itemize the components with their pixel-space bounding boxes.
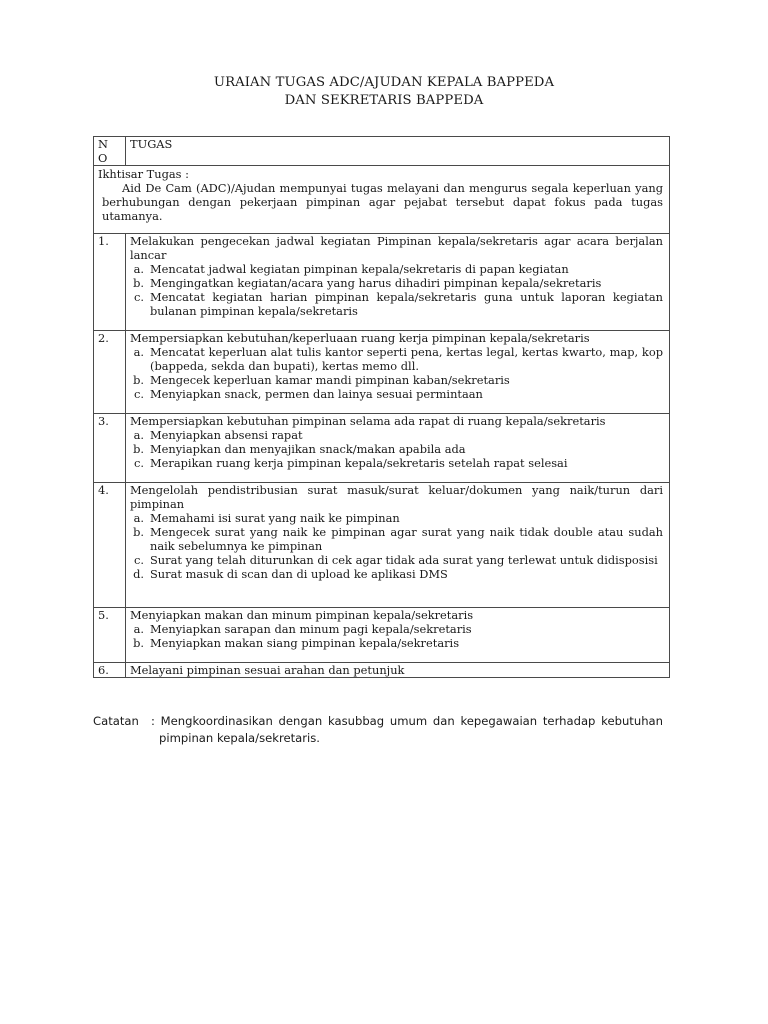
sub-item	[130, 345, 663, 373]
sub-item-marker: a.	[133, 511, 144, 525]
row-content	[126, 483, 670, 608]
sub-item-marker: c.	[133, 387, 144, 401]
sub-item-marker: d.	[133, 567, 144, 581]
sub-item-text: Mengingatkan kegiatan/acara yang harus dihadiri pimpinan kepala/sekretaris	[150, 276, 602, 290]
sub-item	[130, 456, 663, 470]
sub-item	[130, 553, 663, 567]
sub-item	[130, 428, 663, 442]
sub-item-text: Menyiapkan snack, permen dan lainya sesuai permintaan	[150, 387, 483, 401]
note-text: : Mengkoordinasikan dengan kasubbag umum dan kepegawaian terhadap kebutuhan pimpinan kepala/sekretaris.	[151, 714, 663, 745]
sub-item	[130, 276, 663, 290]
table-row	[94, 483, 670, 608]
sub-item-text: Mencatat kegiatan harian pimpinan kepala/sekretaris guna untuk laporan kegiatan bulanan pimpinan kepala/sekretaris	[150, 290, 663, 318]
sub-item-text: Menyiapkan sarapan dan minum pagi kepala/sekretaris	[150, 622, 472, 636]
sub-item-marker: b.	[133, 373, 144, 387]
row-content	[126, 608, 670, 663]
row-content	[126, 663, 670, 678]
table-row	[94, 414, 670, 483]
row-content	[126, 331, 670, 414]
header-tugas: TUGAS	[130, 137, 173, 151]
sub-item-marker: a.	[133, 262, 144, 276]
header-no-cell	[94, 137, 126, 166]
table-row	[94, 608, 670, 663]
ikhtisar-label: Ikhtisar Tugas :	[98, 167, 189, 181]
row-title: Menyiapkan makan dan minum pimpinan kepala/sekretaris	[130, 608, 474, 622]
row-title: Mempersiapkan kebutuhan/keperluaan ruang kerja pimpinan kepala/sekretaris	[130, 331, 590, 345]
sub-item-marker: c.	[133, 553, 144, 567]
table-row	[94, 663, 670, 678]
task-table	[93, 136, 670, 678]
header-tugas-cell	[126, 137, 670, 166]
header-no: N O	[98, 137, 108, 165]
sub-item	[130, 567, 663, 581]
row-content	[126, 414, 670, 483]
sub-item-text: Surat masuk di scan dan di upload ke aplikasi DMS	[150, 567, 448, 581]
sub-item	[130, 373, 663, 387]
ikhtisar-row	[94, 166, 670, 234]
sub-item	[130, 442, 663, 456]
row-number: 3.	[94, 414, 126, 483]
row-title: Melakukan pengecekan jadwal kegiatan Pimpinan kepala/sekretaris agar acara berjalan lancar	[130, 234, 663, 262]
sub-item-marker: b.	[133, 525, 144, 539]
catatan-note	[93, 713, 663, 747]
sub-item	[130, 622, 663, 636]
sub-item-marker: b.	[133, 636, 144, 650]
sub-item-text: Mencatat keperluan alat tulis kantor seperti pena, kertas legal, kertas kwarto, map, kop (bappeda, sekda dan bupati), kertas memo dll.	[150, 345, 663, 373]
table-row	[94, 234, 670, 331]
sub-item-text: Mencatat jadwal kegiatan pimpinan kepala/sekretaris di papan kegiatan	[150, 262, 569, 276]
row-number: 1.	[94, 234, 126, 331]
row-number: 4.	[94, 483, 126, 608]
table-header-row	[94, 137, 670, 166]
document-title-line-1: URAIAN TUGAS ADC/AJUDAN KEPALA BAPPEDA	[213, 75, 555, 90]
row-number: 6.	[94, 663, 126, 678]
sub-item-text: Menyiapkan absensi rapat	[150, 428, 303, 442]
ikhtisar-cell	[94, 166, 670, 234]
sub-item-text: Menyiapkan dan menyajikan snack/makan apabila ada	[150, 442, 466, 456]
sub-item-marker: b.	[133, 276, 144, 290]
document-title-line-2: DAN SEKRETARIS BAPPEDA	[284, 93, 484, 108]
sub-item	[130, 511, 663, 525]
row-number: 2.	[94, 331, 126, 414]
sub-item	[130, 636, 663, 650]
sub-item	[130, 525, 663, 553]
note-label: Catatan	[93, 714, 139, 728]
sub-item-text: Merapikan ruang kerja pimpinan kepala/sekretaris setelah rapat selesai	[150, 456, 568, 470]
row-content	[126, 234, 670, 331]
sub-item-marker: c.	[133, 290, 144, 304]
row-title: Melayani pimpinan sesuai arahan dan petunjuk	[130, 663, 405, 677]
sub-item-marker: a.	[133, 428, 144, 442]
sub-item-text: Surat yang telah diturunkan di cek agar tidak ada surat yang terlewat untuk didisposisi	[150, 553, 658, 567]
sub-item-marker: a.	[133, 345, 144, 359]
sub-item	[130, 387, 663, 401]
sub-item-text: Menyiapkan makan siang pimpinan kepala/sekretaris	[150, 636, 460, 650]
sub-item	[130, 290, 663, 318]
table-row	[94, 331, 670, 414]
sub-item-text: Memahami isi surat yang naik ke pimpinan	[150, 511, 400, 525]
sub-item-text: Mengecek surat yang naik ke pimpinan agar surat yang naik tidak double atau sudah naik sebelumnya ke pimpinan	[150, 525, 663, 553]
row-title: Mempersiapkan kebutuhan pimpinan selama ada rapat di ruang kepala/sekretaris	[130, 414, 606, 428]
sub-item-text: Mengecek keperluan kamar mandi pimpinan kaban/sekretaris	[150, 373, 510, 387]
ikhtisar-text: Aid De Cam (ADC)/Ajudan mempunyai tugas melayani dan mengurus segala keperluan yang berhubungan dengan pekerjaan pimpinan agar pejabat tersebut dapat fokus pada tugas utamanya.	[102, 181, 663, 223]
sub-item-marker: a.	[133, 622, 144, 636]
sub-item-marker: b.	[133, 442, 144, 456]
sub-item	[130, 262, 663, 276]
sub-item-marker: c.	[133, 456, 144, 470]
row-number: 5.	[94, 608, 126, 663]
row-title: Mengelolah pendistribusian surat masuk/surat keluar/dokumen yang naik/turun dari pimpinan	[130, 483, 663, 511]
